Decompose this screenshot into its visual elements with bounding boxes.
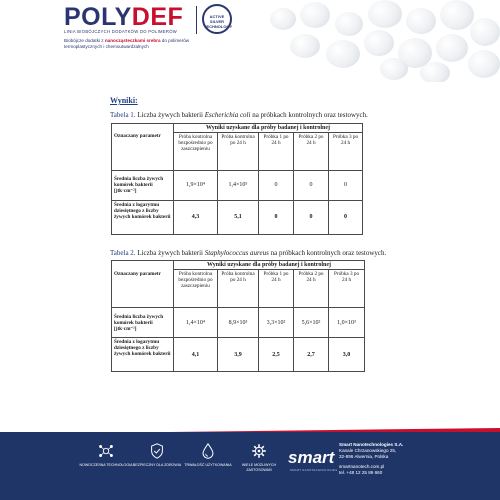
table-row — [112, 170, 363, 200]
table1-caption-pre: Liczba żywych bakterii — [135, 111, 205, 119]
gear-icon — [250, 442, 268, 460]
table2-cell: 1,0×10³ — [329, 308, 365, 338]
table2-cell: 8,9×10³ — [218, 308, 259, 338]
table1-col-header: Próbka 3 po 24 h — [329, 132, 363, 170]
table1-cell: 0 — [294, 170, 329, 200]
table1-row-label: Średnia z logarytmu dziesiętnego z liczby żywych komórek bakterii — [112, 200, 174, 234]
tagline-pre: Biobójcze dodatki z — [64, 38, 105, 43]
table2-caption-pre: Liczba żywych bakterii — [135, 248, 205, 257]
table2-col-header: Próbka 3 po 24 h — [329, 270, 365, 308]
table-row — [112, 308, 365, 338]
smart-logo-subtitle: SMART NANOTECHNOLOGIES — [290, 468, 338, 472]
table-row — [112, 200, 363, 234]
tagline-post: do polimerów termoplastycznych i chemoutwardzalnych — [64, 38, 190, 49]
table1-col-header: Próba kontrolna po 24 h — [218, 132, 259, 170]
table1-cell: 0 — [294, 200, 329, 234]
table2-cell: 2,7 — [294, 338, 329, 372]
table1-empty-corner — [112, 123, 174, 132]
tagline-highlight: nanocząsteczkami srebra — [104, 38, 161, 43]
logo-def: DEF — [131, 3, 184, 31]
page-header — [0, 0, 500, 82]
table1-cell: 1,4×10⁵ — [218, 170, 259, 200]
table1-species: Escherichia coli — [204, 111, 251, 119]
feature-label: NOWOCZESNA TECHNOLOGIA — [79, 463, 133, 467]
feature-applications — [229, 442, 289, 472]
table2-row-label: Średnia z logarytmu dziesiętnego z liczby żywych komórek bakterii — [112, 338, 174, 372]
table2-col-header: Próbka 1 po 24 h — [259, 270, 294, 308]
table2-row-label: Średnia liczba żywych komórek bakterii [jtk·cm⁻²] — [112, 308, 174, 338]
shield-icon — [148, 442, 166, 460]
table2-header-group: Wyniki uzyskane dla próby badanej i kontrolnej — [174, 261, 365, 270]
table1-row-label: Średnia liczba żywych komórek bakterii [jtk·cm⁻²] — [112, 170, 174, 200]
feature-label: WIELE MOŻLIWYCH ZASTOSOWAŃ — [241, 463, 277, 472]
table1-cell: 5,1 — [218, 200, 259, 234]
table1-cell: 0 — [329, 200, 363, 234]
polydef-logo — [64, 4, 183, 30]
table-row — [112, 338, 365, 372]
drop-icon — [199, 442, 217, 460]
table2-param-header: Oznaczany parametr — [112, 270, 174, 308]
document-body — [110, 96, 400, 372]
page-footer — [0, 432, 500, 500]
company-phone: tel. +48 12 25 89 660 — [339, 470, 383, 475]
table2-col-header: Próba kontrolna bezpośrednio po zaszczepieniu — [174, 270, 218, 308]
table2-caption-post: na próbkach kontrolnych oraz testowych. — [268, 248, 387, 257]
table2-cell: 4,1 — [174, 338, 218, 372]
header-tagline — [64, 38, 204, 49]
table2-species: Staphylococcus aureus — [204, 248, 269, 257]
nano-icon — [97, 442, 115, 460]
table2-cell: 2,5 — [259, 338, 294, 372]
logo-poly: POLY — [64, 3, 132, 31]
company-name: Smart Nanotechnologies S.A. — [339, 442, 404, 447]
pellets-background-image — [230, 0, 500, 82]
table1-cell: 0 — [329, 170, 363, 200]
feature-label: BEZPIECZNY DLA ZDROWIA — [132, 463, 182, 467]
address-line: Kanale Chrzanowskiego 25, — [339, 448, 397, 453]
badge-text: ACTIVE SILVER TECHNOLOGY — [204, 14, 233, 29]
table1-col-header: Próbka 2 po 24 h — [294, 132, 329, 170]
active-silver-badge-icon — [202, 4, 232, 34]
table1-caption — [110, 111, 400, 120]
logo-divider — [196, 6, 197, 34]
smart-logo: smart — [288, 448, 335, 467]
section-title: Wyniki: — [110, 96, 138, 105]
company-website[interactable]: smartnanotech.com.pl — [339, 464, 385, 469]
table1-param-header: Oznaczany parametr — [112, 132, 174, 170]
table2-cell: 5,6×10² — [294, 308, 329, 338]
table2-label: Tabela 2. — [110, 248, 136, 257]
table1-cell: 0 — [259, 200, 294, 234]
table2-empty-corner — [112, 261, 174, 270]
table1-col-header: Próbka 1 po 24 h — [259, 132, 294, 170]
table2-cell: 3,9 — [218, 338, 259, 372]
table2 — [111, 260, 365, 372]
feature-label: TRWAŁOŚĆ UŻYTKOWANIA — [184, 463, 232, 467]
logo-subtitle: LINIA BIOBÓJCZYCH DODATKÓW DO POLIMERÓW — [64, 29, 178, 34]
table2-col-header: Próba kontrolna po 24 h — [218, 270, 259, 308]
table1-col-header: Próba kontrolna bezpośrednio po zaszczepieniu — [174, 132, 218, 170]
table2-col-header: Próbka 2 po 24 h — [294, 270, 329, 308]
table1-cell: 1,9×10⁴ — [174, 170, 218, 200]
table2-cell: 1,4×10⁴ — [174, 308, 218, 338]
table2-cell: 3,0 — [329, 338, 365, 372]
table2-cell: 3,3×10² — [259, 308, 294, 338]
company-address — [339, 442, 479, 476]
table1-caption-post: na próbkach kontrolnych oraz testowych. — [250, 111, 368, 119]
table1-header-group: Wyniki uzyskane dla próby badanej i kontrolnej — [174, 123, 363, 132]
address-line: 32-896 Alwernia, Polska — [339, 454, 389, 459]
table1-cell: 4,3 — [174, 200, 218, 234]
table1 — [111, 123, 363, 235]
table1-label: Tabela 1. — [110, 111, 136, 119]
table1-cell: 0 — [259, 170, 294, 200]
table2-caption — [110, 249, 400, 258]
